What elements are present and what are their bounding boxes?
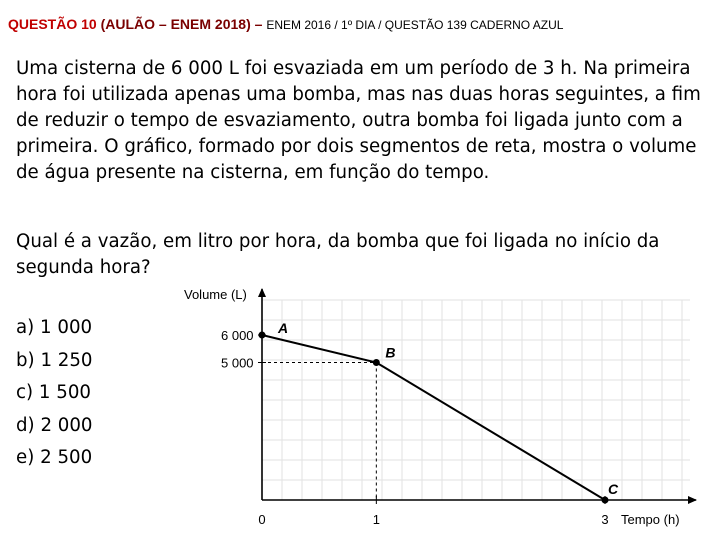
option-value: 2 000 (40, 414, 93, 436)
chart-axes (258, 289, 696, 504)
option-value: 2 500 (40, 447, 93, 468)
option-letter: e) (16, 447, 35, 468)
point-c (602, 497, 609, 504)
option-letter: b) (16, 349, 35, 371)
option-value: 1 500 (38, 382, 91, 403)
point-b (373, 359, 380, 366)
point-a (259, 332, 266, 339)
point-label-b: B (385, 344, 396, 361)
x-tick-label: 1 (372, 512, 380, 527)
x-axis-title: Tempo (h) (621, 512, 680, 527)
option-value: 1 000 (40, 317, 93, 338)
event-tag: (AULÃO – ENEM 2018) – (100, 16, 263, 32)
point-label-c: C (608, 481, 619, 497)
option-value: 1 250 (40, 349, 93, 371)
option-letter: c) (16, 382, 34, 403)
y-axis-title: Volume (L) (184, 287, 247, 302)
x-tick-label-origin: 0 (258, 512, 266, 527)
chart-series (259, 332, 609, 504)
question-prompt: Qual é a vazão, em litro por hora, da bomba que foi ligada no início da segunda hora? (16, 231, 660, 278)
point-label-a: A (278, 320, 289, 336)
option-letter: d) (16, 414, 35, 436)
chart-labels (184, 287, 680, 527)
question-source: ENEM 2016 / 1º DIA / QUESTÃO 139 CADERNO AZUL (266, 18, 564, 32)
y-tick-label: 6 000 (221, 328, 254, 343)
question-number: QUESTÃO 10 (8, 16, 97, 32)
question-statement: Uma cisterna de 6 000 L foi esvaziada em um período de 3 h. Na primeira hora foi utilizada apenas uma bomba, mas nas duas horas seguintes, a fim de reduzir o tempo de esvaziamento, outra bomba foi ligada junto com a primeira. O gráfico, formado por dois segmentos de reta, mostra o volume de água presente na cisterna, em função do tempo. (16, 58, 701, 183)
option-letter: a) (16, 317, 35, 338)
chart-grid (262, 300, 690, 500)
y-tick-label: 5 000 (221, 355, 254, 371)
x-tick-label: 3 (601, 512, 609, 527)
chart-guides (262, 363, 376, 501)
